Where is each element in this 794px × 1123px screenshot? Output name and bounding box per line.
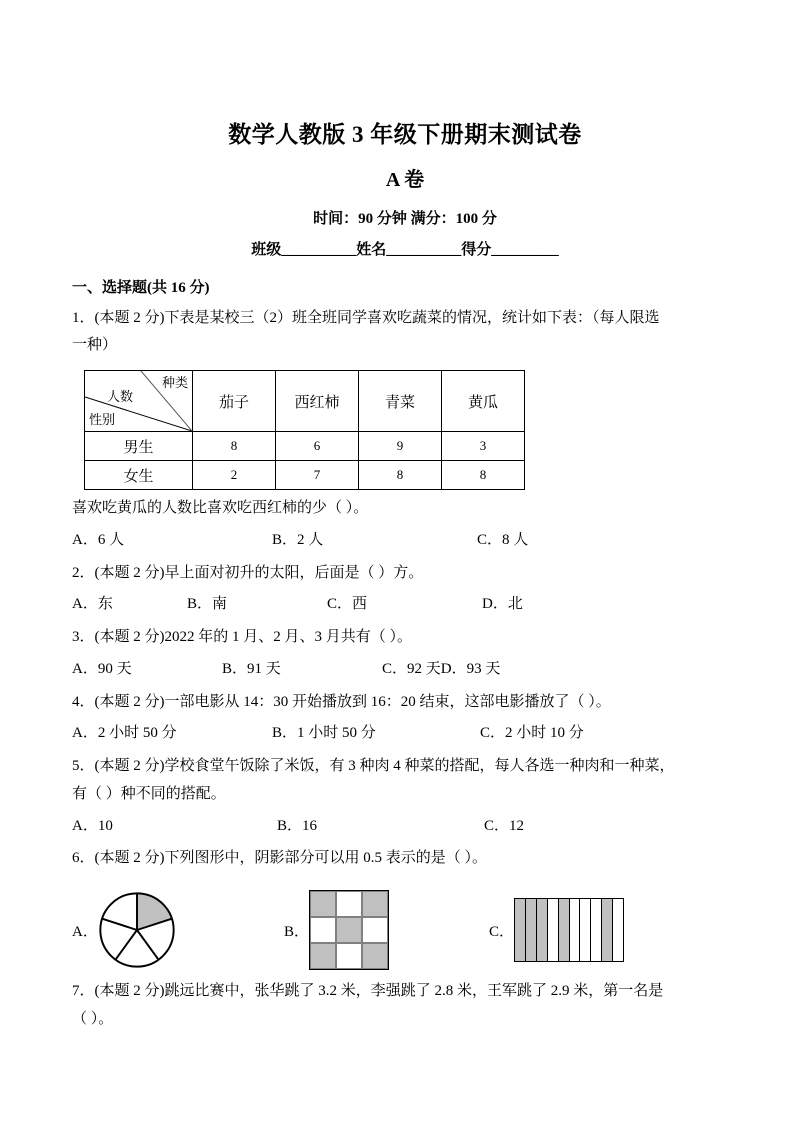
strip-cell xyxy=(613,899,623,961)
question-2-options xyxy=(72,591,738,619)
student-info-fields: 班级__________姓名__________得分_________ xyxy=(251,242,559,258)
question-2-option-d[interactable]: D．北 xyxy=(482,596,523,613)
grid-cell xyxy=(310,917,336,943)
question-6-option-c-label: C． xyxy=(489,923,515,940)
grid-cell xyxy=(362,891,388,917)
column-header-tomato: 西红柿 xyxy=(276,371,359,432)
question-1-option-b[interactable]: B．2 人 xyxy=(272,531,324,548)
question-6-option-c[interactable] xyxy=(489,898,709,962)
question-5-option-a[interactable]: A．10 xyxy=(72,817,113,834)
question-5-stem-line1: 5．(本题 2 分)学校食堂午饭除了米饭，有 3 种肉 4 种菜的搭配，每人各选一种肉和一种菜， xyxy=(72,758,675,774)
grid-cell xyxy=(362,943,388,969)
question-6-stem: 6．(本题 2 分)下列图形中，阴影部分可以用 0.5 表示的是（ ）。 xyxy=(72,850,487,867)
strip-cell xyxy=(580,899,591,961)
question-6-option-b[interactable] xyxy=(284,890,489,970)
cell-girls-tomato: 7 xyxy=(276,461,359,490)
column-header-greens: 青菜 xyxy=(359,371,442,432)
exam-meta-line: 时间：90 分钟 满分：100 分 xyxy=(313,210,497,227)
header-kind-label: 种类 xyxy=(161,375,188,390)
table-corner-header-cell xyxy=(85,371,193,432)
question-2-option-c[interactable]: C．西 xyxy=(327,596,368,613)
ten-strips-figure-icon xyxy=(514,898,624,962)
question-4-options xyxy=(72,720,738,748)
question-5-option-c[interactable]: C．12 xyxy=(484,817,525,834)
header-gender-label: 性别 xyxy=(89,412,116,427)
strip-cell xyxy=(515,899,526,961)
strip-cell xyxy=(559,899,570,961)
row-header-girls: 女生 xyxy=(85,461,193,490)
question-3-option-c[interactable]: C．92 天 xyxy=(382,660,441,677)
question-1-option-c[interactable]: C．8 人 xyxy=(477,531,529,548)
question-5-options xyxy=(72,813,738,841)
question-6-option-b-label: B． xyxy=(284,923,310,940)
question-2-stem: 2．(本题 2 分)早上面对初升的太阳，后面是（ ）方。 xyxy=(72,564,424,581)
cell-girls-cucumber: 8 xyxy=(442,461,525,490)
table-header-row xyxy=(85,371,525,432)
strip-cell xyxy=(548,899,559,961)
question-3-stem: 3．(本题 2 分)2022 年的 1 月、2 月、3 月共有（ ）。 xyxy=(72,629,412,645)
question-3-option-d[interactable]: D．93 天 xyxy=(440,660,501,677)
cell-boys-cucumber: 3 xyxy=(442,432,525,461)
page-title: 数学人教版 3 年级下册期末测试卷 xyxy=(228,122,582,147)
table-row xyxy=(85,432,525,461)
question-7-stem-line2: （ ）。 xyxy=(72,1010,114,1027)
cell-girls-greens: 8 xyxy=(359,461,442,490)
grid-cell xyxy=(362,917,388,943)
strip-cell xyxy=(570,899,581,961)
column-header-cucumber: 黄瓜 xyxy=(442,371,525,432)
strip-cell xyxy=(537,899,548,961)
question-6-option-a[interactable] xyxy=(72,891,284,969)
question-2-option-b[interactable]: B．南 xyxy=(187,596,228,613)
question-1-followup: 喜欢吃黄瓜的人数比喜欢吃西红柿的少（ ）。 xyxy=(72,500,369,516)
question-5-stem-line2: 有（ ）种不同的搭配。 xyxy=(72,785,226,802)
grid-cell xyxy=(336,891,362,917)
cell-boys-eggplant: 8 xyxy=(193,432,276,461)
question-4-stem: 4．(本题 2 分)一部电影从 14：30 开始播放到 16：20 结束，这部电影播放了（ ）。 xyxy=(72,693,611,710)
question-6-option-a-label: A． xyxy=(72,923,98,940)
question-3-option-b[interactable]: B．91 天 xyxy=(222,660,281,677)
paper-version-subtitle: A 卷 xyxy=(385,168,425,191)
checkerboard-grid-figure-icon xyxy=(309,890,389,970)
question-5-option-b[interactable]: B．16 xyxy=(277,817,318,834)
cell-boys-greens: 9 xyxy=(359,432,442,461)
question-1-option-a[interactable]: A．6 人 xyxy=(72,531,125,548)
question-2-option-a[interactable]: A．东 xyxy=(72,596,113,613)
grid-cell xyxy=(336,943,362,969)
header-count-label: 人数 xyxy=(107,389,134,404)
question-7-stem-line1: 7．(本题 2 分)跳远比赛中，张华跳了 3.2 米，李强跳了 2.8 米，王军跳了 2.9 米，第一名是 xyxy=(72,983,664,999)
grid-cell xyxy=(310,891,336,917)
question-4-option-a[interactable]: A．2 小时 50 分 xyxy=(72,725,177,742)
row-header-boys: 男生 xyxy=(85,432,193,461)
cell-girls-eggplant: 2 xyxy=(193,461,276,490)
question-6-figure-options xyxy=(72,887,738,973)
strip-cell xyxy=(602,899,613,961)
pie-fifths-figure-icon xyxy=(98,891,176,969)
question-1-stem-line2: 一种） xyxy=(72,337,118,354)
question-3-option-a[interactable]: A．90 天 xyxy=(72,660,132,677)
grid-cell xyxy=(310,943,336,969)
vegetable-statistics-table xyxy=(84,370,525,490)
column-header-eggplant: 茄子 xyxy=(193,371,276,432)
cell-boys-tomato: 6 xyxy=(276,432,359,461)
question-3-options xyxy=(72,656,738,684)
question-1-options xyxy=(72,527,738,555)
grid-cell xyxy=(336,917,362,943)
strip-cell xyxy=(591,899,602,961)
strip-cell xyxy=(526,899,537,961)
question-4-option-c[interactable]: C．2 小时 10 分 xyxy=(480,725,584,742)
section-heading-multiple-choice: 一、选择题(共 16 分) xyxy=(72,279,210,296)
question-1-stem-line1: 1．(本题 2 分)下表是某校三（2）班全班同学喜欢吃蔬菜的情况，统计如下表：（每人限选 xyxy=(72,309,660,326)
question-4-option-b[interactable]: B．1 小时 50 分 xyxy=(272,725,376,742)
table-row xyxy=(85,461,525,490)
